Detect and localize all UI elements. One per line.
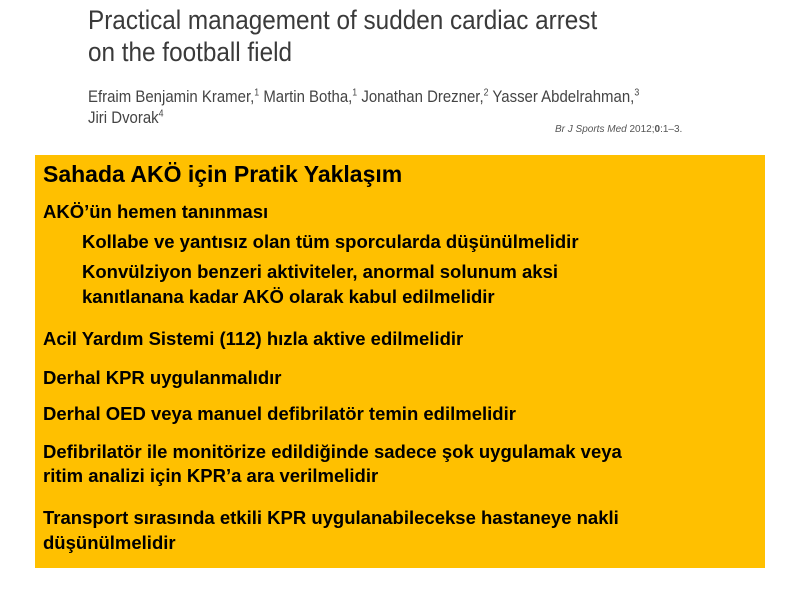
affiliation-mark: 1 [254, 87, 260, 99]
sub-item-collapse: Kollabe ve yantısız olan tüm sporcularda düşünülmelidir [82, 231, 579, 252]
author-botha: Martin Botha, [259, 87, 353, 106]
citation-year: 2012; [626, 124, 655, 135]
citation-journal: Br J Sports Med [555, 124, 627, 135]
authors-line-1 [88, 86, 639, 107]
sub-item-seizure-line-2: kanıtlanana kadar AKÖ olarak kabul edilmelidir [82, 286, 495, 307]
sub-item-seizure-line-1: Konvülziyon benzeri aktiviteler, anormal solunum aksi [82, 261, 558, 282]
item-monitor-line-1: Defibrilatör ile monitörize edildiğinde sadece şok uygulamak veya [43, 441, 622, 462]
author-drezner: Jonathan Drezner, [357, 87, 484, 106]
affiliation-mark: 4 [158, 108, 164, 120]
item-defibrillator: Derhal OED veya manuel defibrilatör temin edilmelidir [43, 403, 516, 424]
paper-title-line-2: on the football field [88, 37, 293, 67]
item-cpr: Derhal KPR uygulanmalıdır [43, 367, 282, 388]
item-recognition: AKÖ’ün hemen tanınması [43, 201, 269, 222]
citation-volume: 0 [654, 124, 661, 135]
item-monitor-line-2: ritim analizi için KPR’a ara verilmelidir [43, 465, 379, 486]
author-dvorak: Jiri Dvorak [88, 108, 159, 127]
affiliation-mark: 3 [634, 87, 640, 99]
box-heading: Sahada AKÖ için Pratik Yaklaşım [43, 161, 403, 187]
paper-authors [88, 86, 639, 128]
journal-citation [555, 124, 682, 135]
paper-header-image [88, 0, 788, 150]
item-emergency-system: Acil Yardım Sistemi (112) hızla aktive edilmelidir [43, 328, 464, 349]
item-transport-line-2: düşünülmelidir [43, 532, 176, 553]
item-transport-line-1: Transport sırasında etkili KPR uygulanabilecekse hastaneye nakli [43, 507, 619, 528]
summary-box [35, 155, 765, 568]
citation-pages: :1–3. [660, 124, 683, 135]
paper-title [88, 4, 597, 68]
author-abdelrahman: Yasser Abdelrahman, [488, 87, 635, 106]
affiliation-mark: 2 [483, 87, 489, 99]
affiliation-mark: 1 [352, 87, 358, 99]
paper-title-line-1: Practical management of sudden cardiac arrest [88, 5, 598, 35]
author-kramer: Efraim Benjamin Kramer, [88, 87, 255, 106]
